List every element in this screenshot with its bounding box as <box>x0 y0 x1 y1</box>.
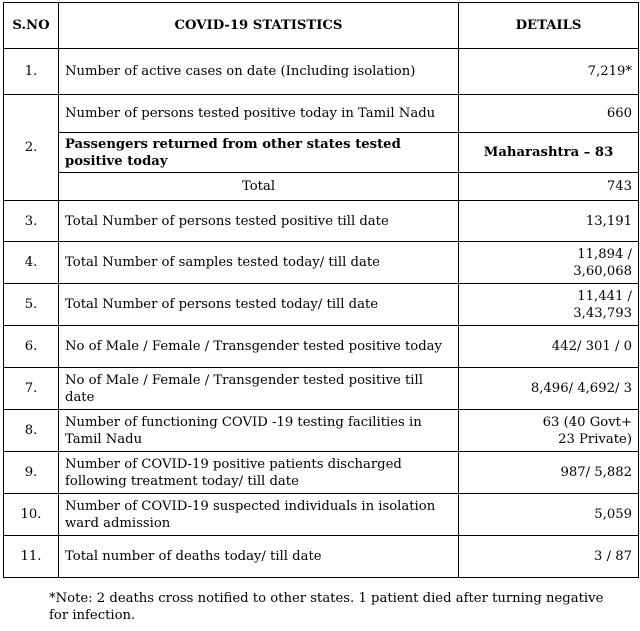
table-row <box>4 95 639 133</box>
row-number: 5. <box>4 284 59 326</box>
row-number: 11. <box>4 536 59 578</box>
sno-header: S.NO <box>4 3 59 49</box>
row-statistic: Total Number of samples tested today/ till date <box>59 242 459 284</box>
table-row <box>4 284 639 326</box>
row-number: 7. <box>4 368 59 410</box>
row-number: 8. <box>4 410 59 452</box>
row-detail: 3 / 87 <box>459 536 639 578</box>
row-statistic: Number of persons tested positive today in Tamil Nadu <box>59 95 459 133</box>
footnote: *Note: 2 deaths cross notified to other states. 1 patient died after turning negative for infection. <box>49 591 604 623</box>
header-row <box>4 3 639 49</box>
table-row <box>4 494 639 536</box>
row-detail <box>459 284 639 326</box>
row-number: 1. <box>4 49 59 95</box>
row-detail-line: 11,441 / <box>577 288 632 304</box>
row-number: 10. <box>4 494 59 536</box>
row-detail <box>459 410 639 452</box>
row-number: 3. <box>4 201 59 242</box>
table-row <box>4 201 639 242</box>
table-row <box>4 326 639 368</box>
row-number: 9. <box>4 452 59 494</box>
covid-statistics-table <box>3 2 639 578</box>
row-statistic: Total number of deaths today/ till date <box>59 536 459 578</box>
row-statistic: Total <box>59 173 459 201</box>
row-number: 4. <box>4 242 59 284</box>
row-number: 6. <box>4 326 59 368</box>
details-header: DETAILS <box>459 3 639 49</box>
row-detail-line: 63 (40 Govt+ <box>542 414 632 430</box>
row-detail: 8,496/ 4,692/ 3 <box>459 368 639 410</box>
table-row <box>4 173 639 201</box>
table-row <box>4 368 639 410</box>
table-row <box>4 536 639 578</box>
table-row <box>4 133 639 173</box>
row-detail: 7,219* <box>459 49 639 95</box>
row-statistic: Number of functioning COVID -19 testing facilities in Tamil Nadu <box>59 410 459 452</box>
table-row <box>4 452 639 494</box>
row-detail-line: 23 Private) <box>558 431 632 447</box>
row-statistic: Total Number of persons tested positive till date <box>59 201 459 242</box>
row-detail-line: 3,60,068 <box>573 263 632 279</box>
row-detail-line: 3,43,793 <box>573 305 632 321</box>
table-row <box>4 242 639 284</box>
row-statistic: Total Number of persons tested today/ till date <box>59 284 459 326</box>
row-detail: Maharashtra – 83 <box>459 133 639 173</box>
row-statistic: Number of COVID-19 suspected individuals in isolation ward admission <box>59 494 459 536</box>
row-number: 2. <box>4 95 59 201</box>
table-row <box>4 49 639 95</box>
statistics-header: COVID-19 STATISTICS <box>59 3 459 49</box>
row-detail: 13,191 <box>459 201 639 242</box>
row-statistic: Number of COVID-19 positive patients discharged following treatment today/ till date <box>59 452 459 494</box>
table-row <box>4 410 639 452</box>
row-statistic: Passengers returned from other states tested positive today <box>59 133 459 173</box>
row-detail <box>459 242 639 284</box>
row-detail: 743 <box>459 173 639 201</box>
row-detail: 442/ 301 / 0 <box>459 326 639 368</box>
row-detail-line: 11,894 / <box>577 246 632 262</box>
row-statistic: No of Male / Female / Transgender tested positive today <box>59 326 459 368</box>
row-statistic: No of Male / Female / Transgender tested positive till date <box>59 368 459 410</box>
row-detail: 5,059 <box>459 494 639 536</box>
row-statistic: Number of active cases on date (Including isolation) <box>59 49 459 95</box>
row-detail: 987/ 5,882 <box>459 452 639 494</box>
row-detail: 660 <box>459 95 639 133</box>
